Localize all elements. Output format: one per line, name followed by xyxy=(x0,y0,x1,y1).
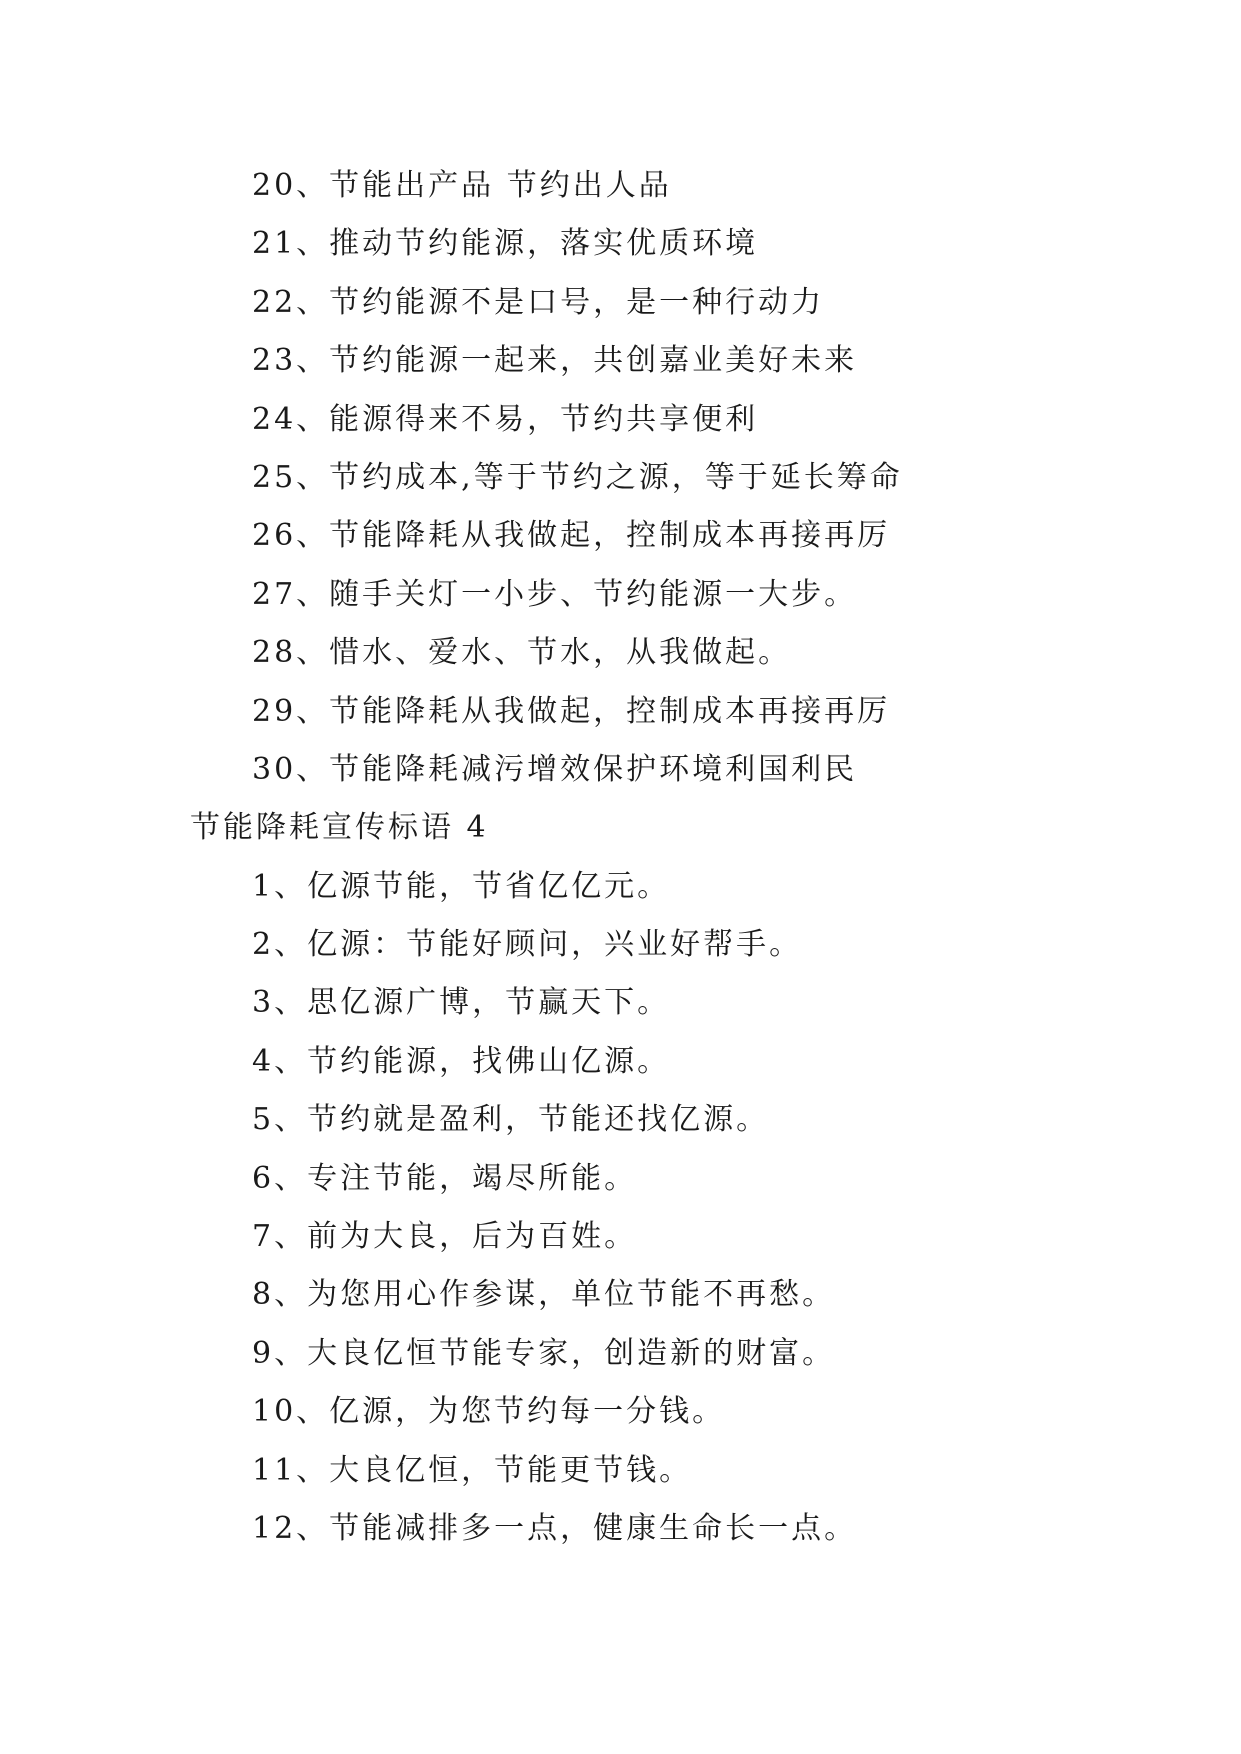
slogan-b-2: 2、亿源：节能好顾问，兴业好帮手。 xyxy=(252,927,803,963)
slogan-b-6: 6、专注节能，竭尽所能。 xyxy=(252,1160,638,1196)
slogan-b-11: 11、大良亿恒，节能更节钱。 xyxy=(252,1452,693,1488)
slogan-28: 28、惜水、爱水、节水，从我做起。 xyxy=(252,635,792,671)
slogan-b-8: 8、为您用心作参谋，单位节能不再愁。 xyxy=(252,1277,836,1313)
slogan-30: 30、节能降耗减污增效保护环境利国利民 xyxy=(252,751,858,787)
slogan-b-1: 1、亿源节能，节省亿亿元。 xyxy=(252,868,671,904)
slogan-20: 20、节能出产品 节约出人品 xyxy=(252,168,672,203)
slogan-23: 23、节约能源一起来，共创嘉业美好未来 xyxy=(252,343,858,379)
slogan-24: 24、能源得来不易，节约共享便利 xyxy=(252,401,759,437)
slogan-b-4: 4、节约能源，找佛山亿源。 xyxy=(252,1043,671,1079)
slogan-b-10: 10、亿源，为您节约每一分钱。 xyxy=(252,1394,726,1430)
slogan-21: 21、推动节约能源，落实优质环境 xyxy=(252,226,759,262)
slogan-27: 27、随手关灯一小步、节约能源一大步。 xyxy=(252,576,858,612)
slogan-b-3: 3、思亿源广博，节赢天下。 xyxy=(252,985,671,1021)
slogan-b-5: 5、节约就是盈利，节能还找亿源。 xyxy=(252,1102,770,1138)
slogan-29: 29、节能降耗从我做起，控制成本再接再厉 xyxy=(252,693,891,729)
document-body xyxy=(190,157,1090,1558)
slogan-b-7: 7、前为大良，后为百姓。 xyxy=(252,1219,638,1255)
section-heading: 节能降耗宣传标语 4 xyxy=(190,810,489,846)
slogan-b-12: 12、节能减排多一点，健康生命长一点。 xyxy=(252,1510,858,1546)
slogan-25: 25、节约成本,等于节约之源，等于延长筹命 xyxy=(252,459,903,495)
slogan-22: 22、节约能源不是口号，是一种行动力 xyxy=(252,284,825,320)
slogan-b-9: 9、大良亿恒节能专家，创造新的财富。 xyxy=(252,1335,836,1371)
slogan-26: 26、节能降耗从我做起，控制成本再接再厉 xyxy=(252,518,891,554)
